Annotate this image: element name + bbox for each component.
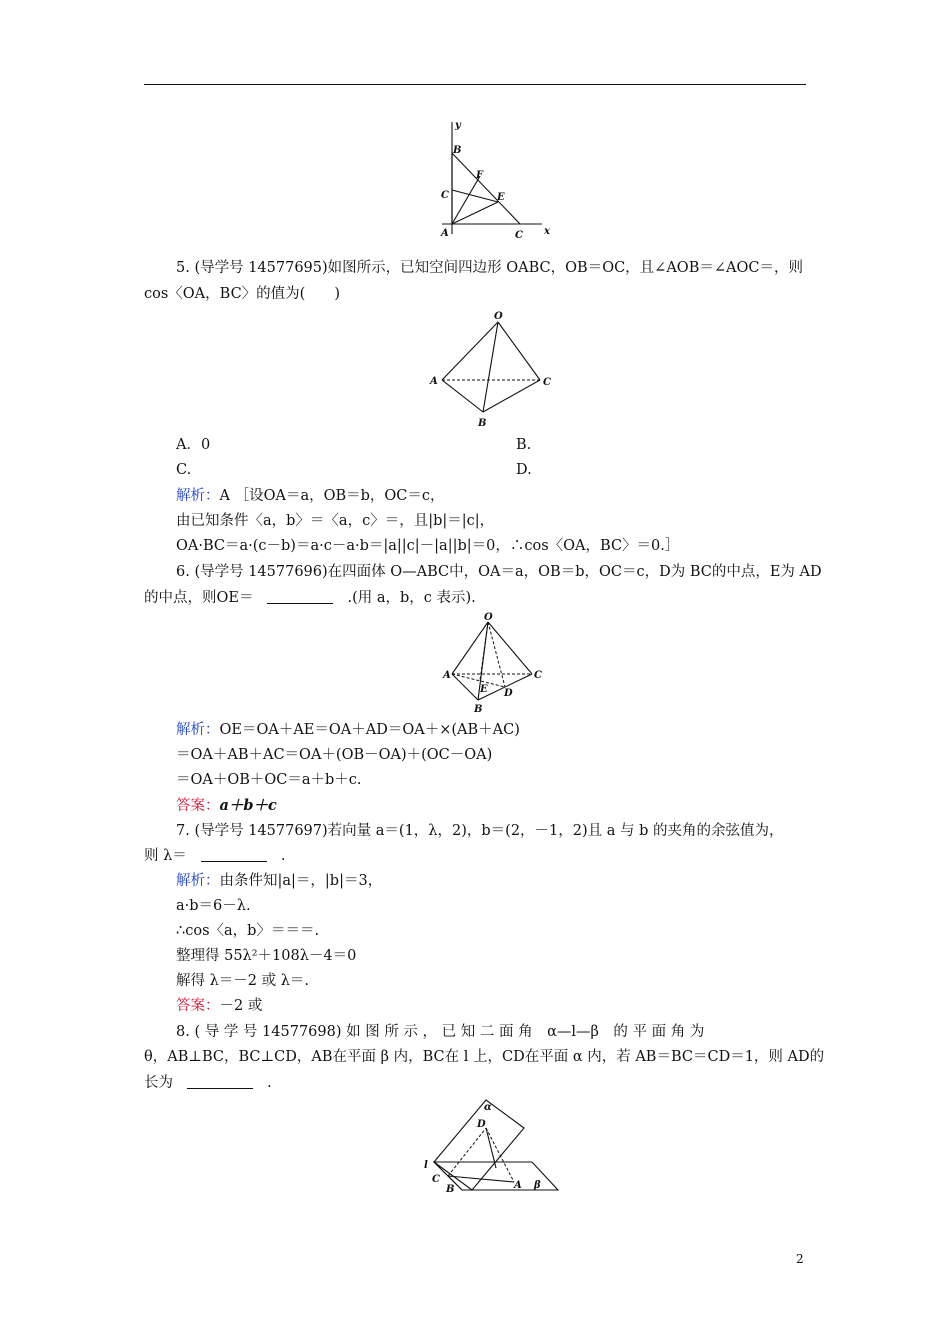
q7-analysis-text: 由条件知|a|＝，|b|＝3， bbox=[219, 873, 383, 889]
fig3-label-e: E bbox=[480, 684, 488, 695]
fig2-label-b: B bbox=[478, 418, 487, 429]
q7-analysis-5: 解得 λ＝－2 或 λ＝. bbox=[176, 973, 310, 989]
fig1-label-e: E bbox=[497, 192, 505, 203]
q6-answer bbox=[176, 796, 277, 816]
q6-line1: 6. (导学号 14577696)在四面体 O—ABC中，OA＝a，OB＝b，OC＝c，D为 BC的中点，E为 AD bbox=[176, 564, 822, 580]
fig1-label-c-left: C bbox=[441, 190, 449, 201]
fig4-label-alpha: α bbox=[484, 1102, 492, 1113]
q8-line1: 8. ( 导 学 号 14577698) 如 图 所 示 ， 已 知 二 面 角 α—l—β 的 平 面 角 为 bbox=[176, 1024, 705, 1040]
header-rule bbox=[144, 84, 806, 85]
q6-line2-post: .(用 a，b，c 表示). bbox=[347, 590, 476, 606]
q7-analysis-3: ∴cos〈a，b〉＝＝＝. bbox=[176, 923, 320, 939]
fig3-label-b: B bbox=[474, 704, 483, 715]
q5-analysis-3: OA·BC＝a·(c－b)＝a·c－a·b＝|a||c|－|a||b|＝0，∴cos〈OA，BC〉＝0.］ bbox=[176, 538, 680, 554]
q5-analysis-1 bbox=[176, 486, 445, 506]
q7-answer-blank bbox=[201, 847, 267, 862]
fig1-label-c-axis: C bbox=[515, 230, 523, 241]
figure-dihedral-angle bbox=[420, 1094, 570, 1202]
q7-line1: 7. (导学号 14577697)若向量 a＝(1，λ，2)，b＝(2，－1，2)且 a 与 b 的夹角的余弦值为， bbox=[176, 823, 784, 839]
q5-option-b: B. bbox=[516, 437, 532, 453]
fig3-label-a: A bbox=[443, 670, 451, 681]
q6-line2-pre: 的中点，则OE＝ bbox=[144, 590, 254, 606]
q5-analysis-label: 解析： bbox=[176, 488, 220, 504]
q5-option-c: C. bbox=[176, 462, 192, 478]
q6-analysis-text: OE＝OA＋AE＝OA＋AD＝OA＋×(AB＋AC) bbox=[219, 722, 520, 738]
q6-answer-label: 答案： bbox=[176, 798, 220, 814]
q6-analysis-2: ＝OA＋AB＋AC＝OA＋(OB－OA)＋(OC－OA) bbox=[176, 747, 493, 763]
q7-analysis-4: 整理得 55λ²＋108λ－4＝0 bbox=[176, 948, 357, 964]
q5-line1: 5. (导学号 14577695)如图所示，已知空间四边形 OABC，OB＝OC，且∠AOB＝∠AOC＝，则 bbox=[176, 260, 803, 276]
q7-line2 bbox=[144, 846, 285, 866]
fig2-label-o: O bbox=[494, 311, 503, 322]
q6-line2 bbox=[144, 588, 476, 608]
page-number: 2 bbox=[796, 1252, 804, 1266]
fig1-label-a: A bbox=[441, 228, 449, 239]
fig4-label-c: C bbox=[432, 1174, 440, 1185]
fig3-label-c: C bbox=[534, 670, 542, 681]
q6-analysis-1 bbox=[176, 720, 520, 740]
figure-tetrahedron-q6 bbox=[440, 612, 550, 716]
q5-option-d: D. bbox=[516, 462, 532, 478]
q8-line2: θ，AB⊥BC，BC⊥CD，AB在平面 β 内，BC在 l 上，CD在平面 α 内，若 AB＝BC＝CD＝1，则 AD的 bbox=[144, 1049, 825, 1065]
fig4-label-l: l bbox=[424, 1160, 428, 1171]
q7-analysis-1 bbox=[176, 871, 382, 891]
q7-answer-text: －2 或 bbox=[219, 998, 263, 1014]
fig1-label-x: x bbox=[544, 226, 550, 237]
q5-analysis-text: A ［设OA＝a，OB＝b，OC＝c， bbox=[219, 488, 445, 504]
q7-line2-post: . bbox=[280, 848, 286, 864]
q6-analysis-3: ＝OA＋OB＋OC＝a＋b＋c. bbox=[176, 772, 362, 788]
fig1-label-b: B bbox=[453, 145, 462, 156]
fig3-label-o: O bbox=[484, 612, 493, 623]
fig4-label-d: D bbox=[477, 1119, 486, 1130]
q8-line3 bbox=[144, 1073, 272, 1093]
q7-answer bbox=[176, 996, 262, 1016]
fig4-label-a: A bbox=[514, 1180, 522, 1191]
q6-analysis-label: 解析： bbox=[176, 722, 220, 738]
q6-answer-text: a＋b＋c bbox=[219, 797, 277, 814]
q7-analysis-2: a·b＝6－λ. bbox=[176, 898, 251, 914]
q6-answer-blank bbox=[267, 589, 333, 604]
q8-answer-blank bbox=[187, 1074, 253, 1089]
fig3-label-d: D bbox=[504, 688, 513, 699]
q8-line3-post: . bbox=[267, 1075, 272, 1091]
fig4-label-beta: β bbox=[534, 1180, 541, 1191]
q5-option-a: A．0 bbox=[176, 437, 211, 453]
q7-line2-pre: 则 λ＝ bbox=[144, 848, 187, 864]
figure-coordinate-plane bbox=[430, 118, 560, 242]
q8-line3-pre: 长为 bbox=[144, 1075, 173, 1091]
q7-analysis-label: 解析： bbox=[176, 873, 220, 889]
figure-tetrahedron-q5 bbox=[428, 308, 558, 432]
q7-answer-label: 答案： bbox=[176, 998, 220, 1014]
q5-analysis-2: 由已知条件〈a，b〉＝〈a，c〉＝，且|b|＝|c|， bbox=[176, 513, 495, 529]
fig2-label-a: A bbox=[430, 376, 438, 387]
fig1-label-f: F bbox=[476, 170, 484, 181]
q5-line2: cos〈OA，BC〉的值为( ) bbox=[144, 286, 340, 302]
fig4-label-b: B bbox=[446, 1184, 455, 1195]
fig2-label-c: C bbox=[543, 377, 551, 388]
fig1-label-y: y bbox=[455, 120, 461, 131]
